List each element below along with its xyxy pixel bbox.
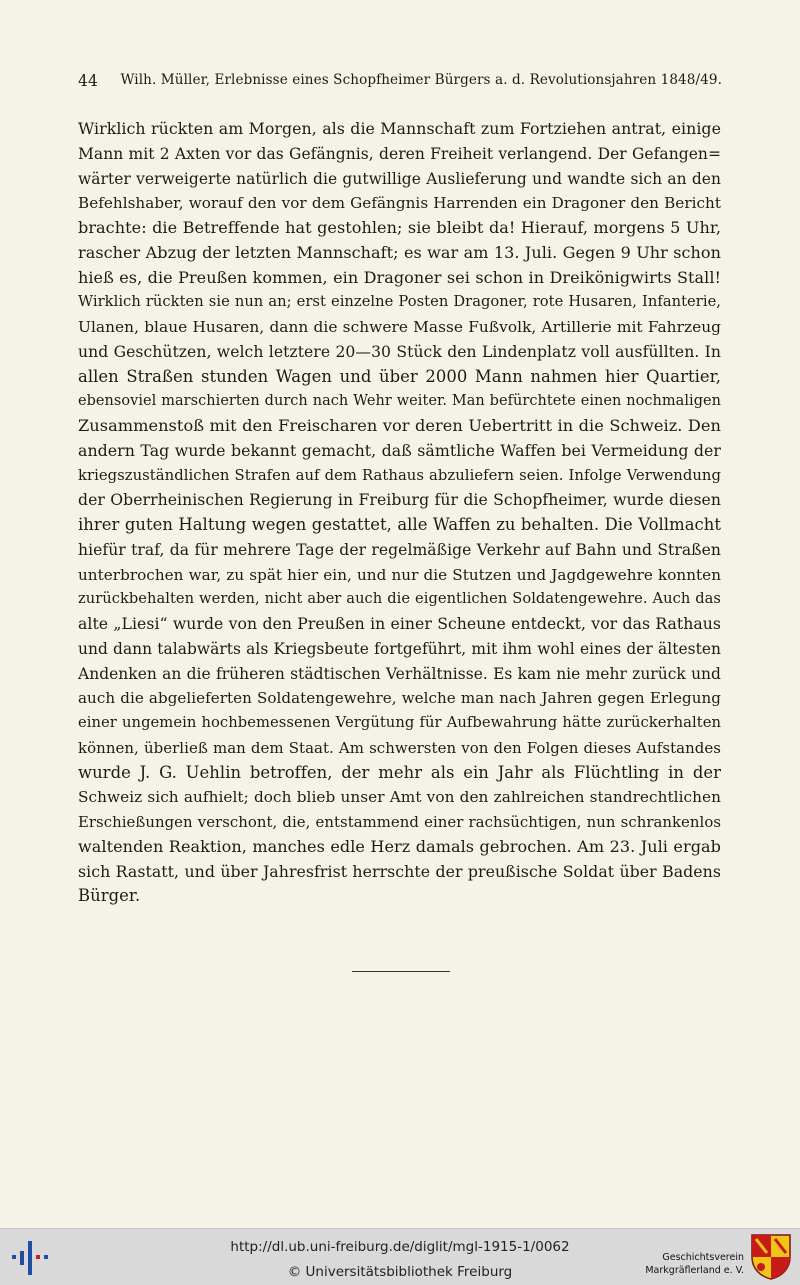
society-line: Geschichtsverein <box>662 1252 744 1263</box>
text-line: rascher Abzug der letzten Mannschaft; es war am 13. Juli. Gegen 9 Uhr schon <box>78 242 721 262</box>
text-line: hieß es, die Preußen kommen, ein Dragoner sei schon in Dreikönigwirts Stall! <box>78 267 721 287</box>
text-line: zurückbehalten werden, nicht aber auch die eigentlichen Soldatengewehre. Auch das <box>78 590 721 608</box>
body-text <box>78 117 721 909</box>
running-title: Wilh. Müller, Erlebnisse eines Schopfheimer Bürgers a. d. Revolutionsjahren 1848/49. <box>120 72 722 88</box>
permalink-url[interactable]: http://dl.ub.uni-freiburg.de/diglit/mgl-1915-1/0062 <box>230 1239 570 1255</box>
text-line: Andenken an die früheren städtischen Verhältnisse. Es kam nie mehr zurück und <box>78 664 721 683</box>
text-line: wärter verweigerte natürlich die gutwillige Auslieferung und wandte sich an den <box>78 169 721 188</box>
text-line: einer ungemein hochbemessenen Vergütung für Aufbewahrung hätte zurückerhalten <box>78 714 721 731</box>
text-line: Wirklich rückten am Morgen, als die Mannschaft zum Fortziehen antrat, einige <box>78 119 721 138</box>
text-line: unterbrochen war, zu spät hier ein, und nur die Stutzen und Jagdgewehre konnten <box>78 565 721 584</box>
text-line: ebensoviel marschierten durch nach Wehr weiter. Man befürchtete einen nochmaligen <box>78 393 721 410</box>
text-line: alte „Liesi“ wurde von den Preußen in einer Scheune entdeckt, vor das Rathaus <box>78 614 721 633</box>
text-line: Mann mit 2 Axten vor das Gefängnis, deren Freiheit verlangend. Der Gefangen= <box>78 144 721 163</box>
text-line: hiefür traf, da für mehrere Tage der regelmäßige Verkehr auf Bahn und Straßen <box>78 540 721 559</box>
text-line: kriegszuständlichen Strafen auf dem Rathaus abzuliefern seien. Infolge Verwendung <box>78 466 721 484</box>
text-line: waltenden Reaktion, manches edle Herz damals gebrochen. Am 23. Juli ergab <box>78 836 721 856</box>
text-line: Zusammenstoß mit den Freischaren vor deren Uebertritt in die Schweiz. Den <box>78 416 721 435</box>
text-line: auch die abgelieferten Soldatengewehre, welche man nach Jahren gegen Erlegung <box>78 689 721 708</box>
text-line: können, überließ man dem Staat. Am schwersten von den Folgen dieses Aufstandes <box>78 738 721 757</box>
text-line: und dann talabwärts als Kriegsbeute fortgeführt, mit ihm wohl eines der ältesten <box>78 639 721 658</box>
text-line: ihrer guten Haltung wegen gestattet, alle Waffen zu behalten. Die Vollmacht <box>78 515 721 534</box>
copyright-notice: © Universitätsbibliothek Freiburg <box>287 1264 513 1280</box>
text-line: und Geschützen, welch letztere 20—30 Stück den Lindenplatz voll ausfüllten. In <box>78 342 721 361</box>
text-line: Befehlshaber, worauf den vor dem Gefängnis Harrenden ein Dragoner den Bericht <box>78 194 721 213</box>
coat-of-arms-icon[interactable] <box>750 1233 792 1281</box>
text-line: Bürger. <box>78 886 141 906</box>
page-number: 44 <box>78 72 98 90</box>
digital-library-logo-icon[interactable] <box>10 1237 54 1277</box>
text-line: allen Straßen stunden Wagen und über 2000 Mann nahmen hier Quartier, <box>78 366 721 386</box>
text-line: wurde J. G. Uehlin betroffen, der mehr als ein Jahr als Flüchtling in der <box>78 762 721 782</box>
text-line: Ulanen, blaue Husaren, dann die schwere Masse Fußvolk, Artillerie mit Fahrzeug <box>78 318 721 336</box>
text-line: Erschießungen verschont, die, entstammend einer rachsüchtigen, nun schrankenlos <box>78 813 721 831</box>
text-line: andern Tag wurde bekannt gemacht, daß sämtliche Waffen bei Vermeidung der <box>78 440 721 460</box>
society-name <box>645 1251 744 1277</box>
section-end-rule <box>352 971 450 972</box>
text-line: Schweiz sich aufhielt; doch blieb unser Amt von den zahlreichen standrechtlichen <box>78 788 721 807</box>
text-line: Wirklich rückten sie nun an; erst einzelne Posten Dragoner, rote Husaren, Infanterie, <box>78 293 721 311</box>
text-line: der Oberrheinischen Regierung in Freiburg für die Schopfheimer, wurde diesen <box>78 490 721 510</box>
running-head <box>78 72 722 94</box>
society-line: Markgräflerland e. V. <box>645 1265 744 1276</box>
text-line: sich Rastatt, und über Jahresfrist herrschte der preußische Soldat über Badens <box>78 861 721 881</box>
text-line: brachte: die Betreffende hat gestohlen; sie bleibt da! Hierauf, morgens 5 Uhr, <box>78 218 721 237</box>
viewer-footer <box>0 1228 800 1285</box>
